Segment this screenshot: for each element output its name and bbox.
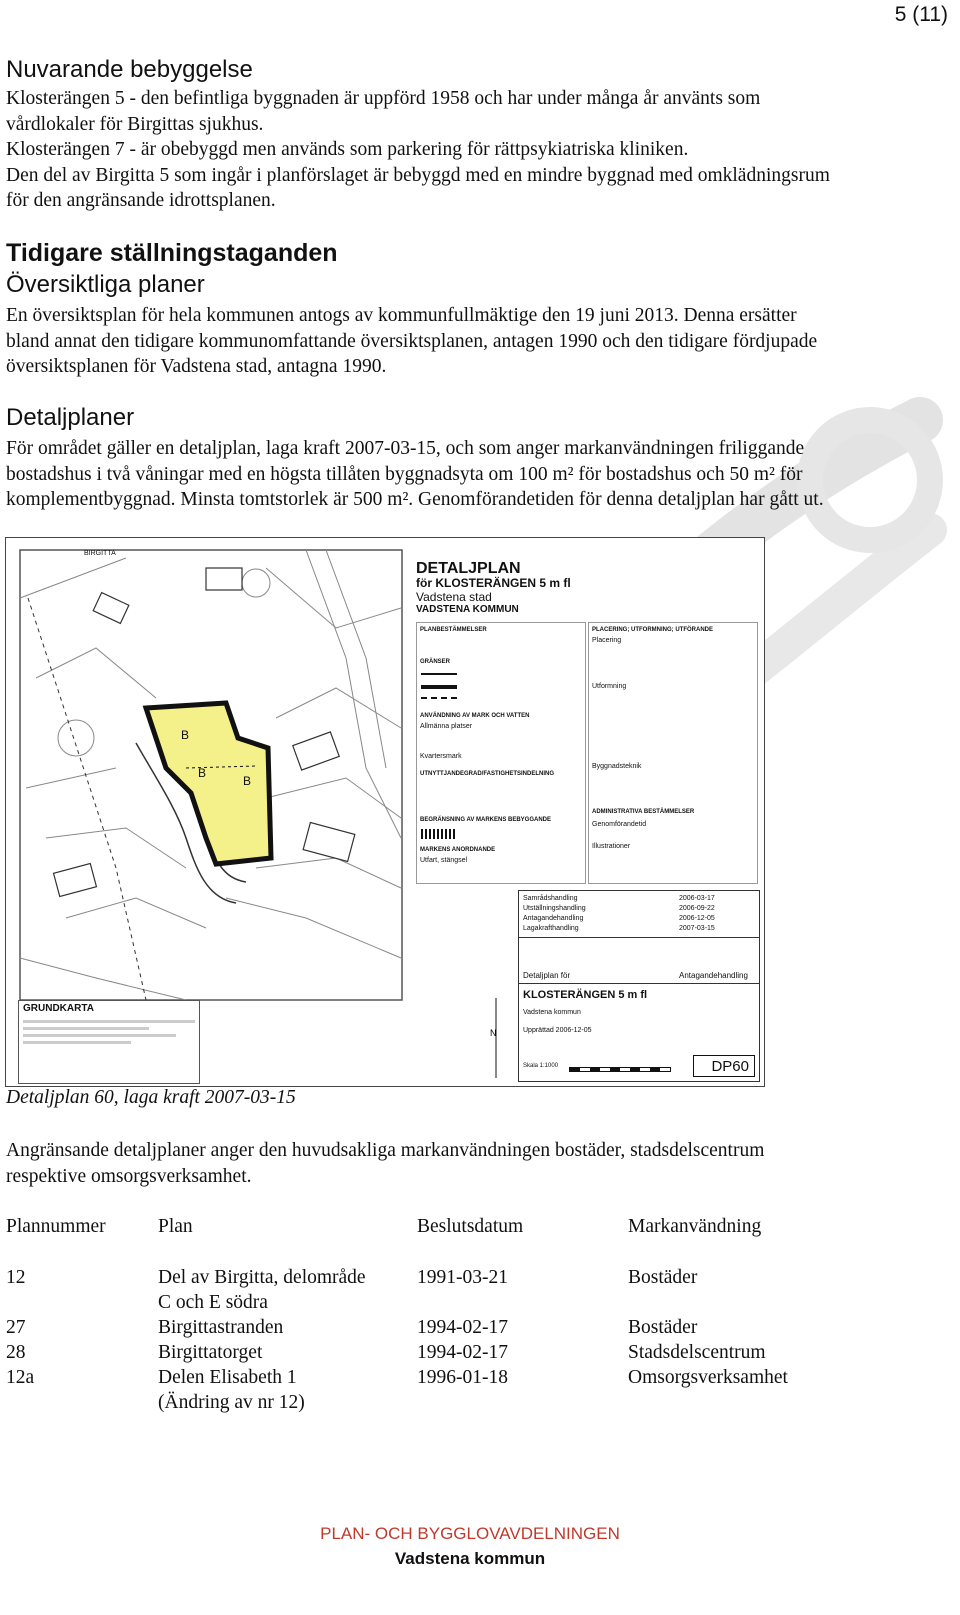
table-row <box>6 1290 926 1316</box>
map-street-label: BIRGITTA <box>84 550 116 557</box>
legend-heading: Kvartersmark <box>420 753 462 760</box>
table-cell: Omsorgsverksamhet <box>628 1367 788 1388</box>
table-cell: Birgittatorget <box>158 1342 263 1363</box>
plan-code: DP60 <box>711 1058 749 1075</box>
table-cell: 1996-01-18 <box>417 1367 508 1388</box>
svg-text:N: N <box>490 1028 497 1038</box>
legend-heading: ANVÄNDNING AV MARK OCH VATTEN <box>420 713 530 719</box>
text-line: översiktsplanen för Vadstena stad, antagna 1990. <box>6 356 387 377</box>
column-header: Plannummer <box>6 1216 106 1237</box>
adjacent-paragraph <box>6 1138 946 1189</box>
text-line: Klosterängen 5 - den befintliga byggnaden är uppförd 1958 och har under många år använts som <box>6 88 761 109</box>
text-line: Den del av Birgitta 5 som ingår i planförslaget är bebyggd med en mindre byggnad med omklädningsrum <box>6 164 830 186</box>
text-line: komplementbyggnad. Minsta tomtstorlek är 500 m². Genomförandetiden för denna detaljplan har gått ut. <box>6 489 824 510</box>
map-subtitle: för KLOSTERÄNGEN 5 m fl <box>416 576 571 590</box>
legend-left <box>416 622 586 884</box>
nuvarande-paragraph <box>6 86 946 214</box>
text-line: En översiktsplan för hela kommunen antogs av kommunfullmäktige den 19 juni 2013. Denna ersätter <box>6 305 797 326</box>
map-caption: Detaljplan 60, laga kraft 2007-03-15 <box>6 1087 296 1108</box>
text-line: bland annat den tidigare kommunomfattande översiktsplanen, antagen 1990 och den tidigare fördjupade <box>6 330 818 352</box>
text-line: respektive omsorgsverksamhet. <box>6 1165 252 1187</box>
plan-kommun: Vadstena kommun <box>523 1009 581 1016</box>
table-cell: C och E södra <box>158 1292 268 1313</box>
table-row <box>6 1265 926 1291</box>
legend-heading: Utformning <box>592 683 627 690</box>
legend-right <box>588 622 758 884</box>
map-city: Vadstena stad <box>416 590 492 604</box>
map-title: DETALJPLAN <box>416 560 521 577</box>
table-cell: Bostäder <box>628 1317 698 1338</box>
detaljplan-for-label: Detaljplan för <box>523 971 571 980</box>
detaljplaner-paragraph <box>6 436 946 513</box>
legend-heading: Placering <box>592 637 622 644</box>
table-row <box>6 1365 926 1391</box>
text-line: för den angränsande idrottsplanen. <box>6 190 276 211</box>
process-date: 2007-03-15 <box>679 925 715 932</box>
heading-detaljplaner: Detaljplaner <box>6 404 135 431</box>
heading-nuvarande-bebyggelse: Nuvarande bebyggelse <box>6 56 253 83</box>
legend-heading: Utfart, stängsel <box>420 857 468 864</box>
table-cell: 1991-03-21 <box>417 1267 508 1288</box>
legend-heading: MARKENS ANORDNANDE <box>420 847 496 853</box>
north-arrow-icon <box>486 998 506 1078</box>
table-cell: Delen Elisabeth 1 <box>158 1367 297 1388</box>
text-line: bostadshus i två våningar med en högsta tillåten byggnadsyta om 100 m² för bostadshus och 50 m² för <box>6 463 803 485</box>
heading-tidigare-stallningstaganden: Tidigare ställningstaganden <box>6 239 338 267</box>
map-block-label: B <box>243 774 252 788</box>
footer-municipality: Vadstena kommun <box>394 1549 546 1568</box>
process-step: Antagandehandling <box>523 915 584 922</box>
legend-heading: BEGRÄNSNING AV MARKENS BEBYGGANDE <box>420 817 552 823</box>
table-cell: 1994-02-17 <box>417 1317 508 1338</box>
plan-name: KLOSTERÄNGEN 5 m fl <box>523 989 648 1001</box>
table-cell: (Ändring av nr 12) <box>158 1392 305 1413</box>
detaljplan-map <box>5 537 765 1087</box>
process-table <box>518 890 760 1082</box>
process-date: 2006-12-05 <box>679 915 715 922</box>
process-step: Samrådshandling <box>523 895 578 902</box>
table-cell: Del av Birgitta, delområde <box>158 1267 366 1288</box>
text-line: vårdlokaler för Birgittas sjukhus. <box>6 113 264 135</box>
text-line: Angränsande detaljplaner anger den huvudsakliga markanvändningen bostäder, stadsdelscentrum <box>6 1140 765 1161</box>
table-cell: Stadsdelscentrum <box>628 1342 766 1363</box>
table-cell: 28 <box>6 1342 26 1363</box>
process-step: Lagakrafthandling <box>523 925 579 932</box>
map-block-label: B <box>181 728 190 742</box>
plan-upprattad: Upprättad 2006-12-05 <box>523 1027 592 1034</box>
process-step: Utställningshandling <box>523 905 586 912</box>
text-line: Klosterängen 7 - är obebyggd men används som parkering för rättpsykiatriska kliniken. <box>6 139 689 160</box>
process-date: 2006-03-17 <box>679 895 715 902</box>
map-block-label: B <box>198 766 207 780</box>
heading-oversiktliga-planer: Översiktliga planer <box>6 271 205 298</box>
oversikt-paragraph <box>6 303 946 380</box>
plan-scale: Skala 1:1000 <box>523 1063 559 1069</box>
column-header: Beslutsdatum <box>417 1216 524 1237</box>
legend-heading: UTNYTTJANDEGRAD/FASTIGHETSINDELNING <box>420 771 555 777</box>
process-date: 2006-09-22 <box>679 905 715 912</box>
footer-department: PLAN- OCH BYGGLOVAVDELNINGEN <box>320 1524 620 1543</box>
table-cell: Bostäder <box>628 1267 698 1288</box>
legend-heading: ADMINISTRATIVA BESTÄMMELSER <box>592 809 695 815</box>
plan-table-header <box>6 1214 926 1240</box>
grundkarta-title: GRUNDKARTA <box>23 1003 94 1014</box>
table-cell: 12 <box>6 1267 26 1288</box>
table-cell: Birgittastranden <box>158 1317 284 1338</box>
table-row <box>6 1340 926 1366</box>
legend-heading: Byggnadsteknik <box>592 763 642 770</box>
column-header: Markanvändning <box>628 1216 762 1237</box>
table-cell: 27 <box>6 1317 26 1338</box>
legend-heading: PLACERING; UTFORMNING; UTFÖRANDE <box>592 627 713 633</box>
map-kommun: VADSTENA KOMMUN <box>416 604 519 615</box>
text-line: För området gäller en detaljplan, laga kraft 2007-03-15, och som anger markanvändningen friliggande <box>6 438 805 459</box>
grundkarta-box <box>18 1000 200 1084</box>
legend-heading: Illustrationer <box>592 843 631 850</box>
legend-heading: Genomförandetid <box>592 821 647 828</box>
legend-heading: GRÄNSER <box>420 659 451 665</box>
column-header: Plan <box>158 1216 193 1237</box>
page-number: 5 (11) <box>894 3 948 26</box>
table-row <box>6 1315 926 1341</box>
legend-heading: Allmänna platser <box>420 723 473 730</box>
legend-heading: PLANBESTÄMMELSER <box>420 627 487 633</box>
plan-status: Antagandehandling <box>679 971 748 980</box>
table-row <box>6 1390 926 1416</box>
table-cell: 12a <box>6 1367 35 1388</box>
table-cell: 1994-02-17 <box>417 1342 508 1363</box>
